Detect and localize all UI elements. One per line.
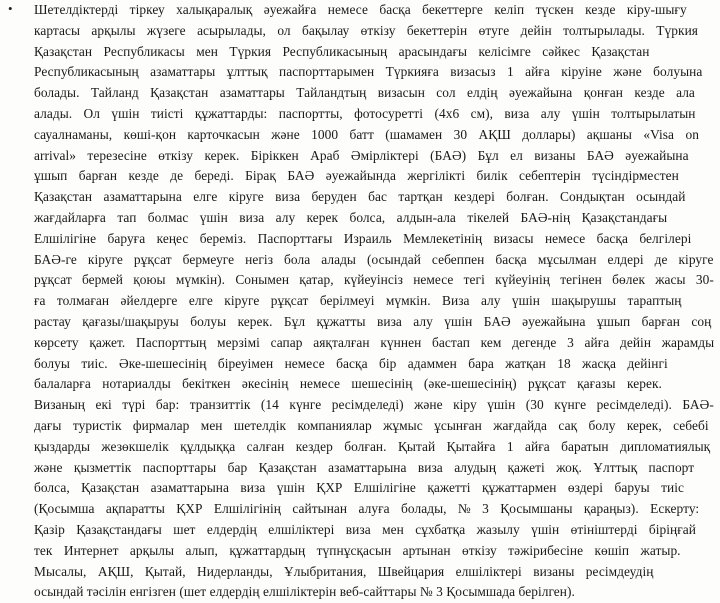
paragraph-line: Елшілігіне баруға кеңес береміз. Паспорттағы Израиль Мемлекетінің визасы немесе басқа белгілері [34,230,692,246]
paragraph-line: осындай тәсілін енгізген (шет елдердің елшіліктерін веб-сайттары № 3 Қосымшада берілген). [34,584,575,600]
paragraph [34,0,714,603]
paragraph-line: БАӘ-ге кіруге рұқсат бермеуге негіз бола алады (осындай себеппен басқа мұсылман елдері де кіруге [34,251,714,267]
paragraph-line: болса, Қазақстан азаматтарына виза үшін ҚХР Елшілігіне қажетті құжаттармен өздері баруы тиіс [34,480,684,496]
paragraph-line: Визаның екі түрі бар: транзиттік (14 күнге ресімделеді) және кіру үшін (30 күнге ресімделеді). БАӘ- [34,397,714,413]
paragraph-line: Республикасының азаматтары ұлттық паспорттарымен Түркияға визасыз 1 айға кіруіне және болуына [34,64,703,80]
paragraph-line: болады. Тайланд Қазақстан азаматтары Тайландтың визасын сол елдің әуежайына қонған кезде ала [34,85,695,101]
paragraph-line: Қазақстан Республикасы мен Түркия Республикасының арасындағы келісімге сәйкес Қазақстан [34,43,650,59]
paragraph-line: arrival» терезесіне өткізу керек. Біріккен Араб Әмірліктері (БАӘ) Бұл ел визаны БАӘ әуежайына [34,147,689,163]
paragraph-line: дағы туристік фирмалар мен шетелдік компаниялар жұмыс ұсынған жағдайда сақ болу керек, себебі [34,417,709,433]
paragraph-line: балаларға нотариалды бекіткен әкесінің немесе шешесінің (әке-шешесінің) рұқсат қағазы керек. [34,376,662,392]
paragraph-line: ұшып барған кезде де береді. Бірақ БАӘ әуежайында жергілікті билік себептерін түсіндірместен [34,168,679,184]
paragraph-line: картасы арқылы жүзеге асырылады, ол бақылау өткізу бекеттерін өтуге дейін толтырылады. Түркия [34,22,698,38]
paragraph-line: Шетелдіктерді тіркеу халықаралық әуежайға немесе басқа бекеттерге келіп түскен кезде кіру-шығу [34,2,687,17]
paragraph-line: және қызметтік паспорттары бар Қазақстан азаматтарына виза алудың қажеті жоқ. Ұлттық паспорт [34,459,695,475]
paragraph-line: болуы тиіс. Әке-шешесінің біреуімен немесе басқа бір адаммен бара жатқан 18 жасқа дейінгі [34,355,668,371]
paragraph-line: Қазақстан азаматтарына елге кіруге виза беруден бас тартқан кездері болған. Сондықтан осындай [34,189,686,205]
paragraph-line: сауалнаманы, көші-қон карточкасын және 1000 батт (шамамен 30 АҚШ доллары) ақшаны «Visa on [34,126,699,142]
paragraph-line: алады. Ол үшін тиісті құжаттарды: паспортты, фотосуретті (4х6 см), виза алу үшін толтырылатын [34,105,696,121]
paragraph-line: рұқсат бермей қоюы мүмкін). Сонымен қатар, күйеуінсіз немесе тегі күйеуінің тегінен бөлек жасы 30- [34,272,714,288]
paragraph-line: қыздарды жезөкшелік құлдыққа салған кездер болған. Қытай Қытайға 1 айға баратын дипломатиялық [34,438,711,454]
paragraph-line: жағдайларға тап болмас үшін виза алу керек болса, алдын-ала тікелей БАӘ-нің Қазақстандағы [34,209,668,225]
bullet-point: • [8,1,13,16]
paragraph-line: Қазір Қазақстандағы шет елдердің елшіліктері виза мен сұхбатқа жазылу үшін өтініштерді біріңғай [34,521,697,537]
paragraph-line: көрсету қажет. Паспорттың мерзімі сапар аяқталған күннен бастап кем дегенде 3 айға дейін жарамды [34,334,715,350]
paragraph-line: (Қосымша ақпаратты ҚХР Елшілігінің сайтынан алуға болады, № 3 Қосымшаны қараңыз). Ескерту: [34,501,700,517]
paragraph-line: Мысалы, АҚШ, Қытай, Нидерланды, Ұлыбритания, Швейцария елшіліктері визаны ресімдеудің [34,563,654,579]
paragraph-line: ға толмаған әйелдерге елге кіруге рұқсат берілмеуі мүмкін. Виза алу үшін шақырушы тараптың [34,293,682,309]
paragraph-line: тек Интернет арқылы алып, құжаттардың түпнұсқасын артынан өткізу тәжірибесіне көшіп жатыр. [34,542,681,558]
paragraph-line: растау қағазы/шақыруы болуы керек. Бұл құжатты виза алу үшін БАӘ әуежайына ұшып барған соң [34,313,712,329]
